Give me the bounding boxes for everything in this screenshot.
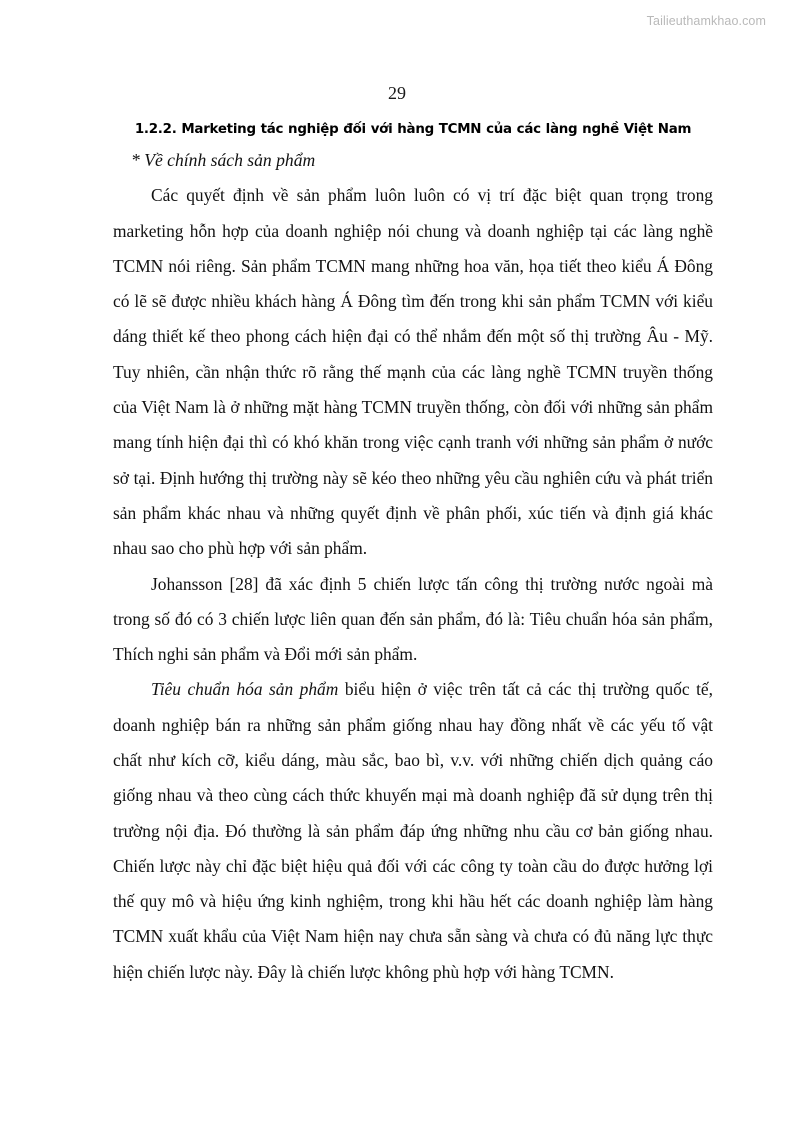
- paragraph-1: Các quyết định về sản phẩm luôn luôn có vị trí đặc biệt quan trọng trong marketing hỗn hợp của doanh nghiệp nói chung và doanh nghiệp tại các làng nghề TCMN nói riêng. Sản phẩm TCMN mang những hoa văn, họa tiết theo kiểu Á Đông có lẽ sẽ được nhiều khách hàng Á Đông tìm đến trong khi sản phẩm TCMN với kiểu dáng thiết kế theo phong cách hiện đại có thể nhắm đến một số thị trường Âu - Mỹ. Tuy nhiên, cần nhận thức rõ rằng thế mạnh của các làng nghề TCMN truyền thống của Việt Nam là ở những mặt hàng TCMN truyền thống, còn đối với những sản phẩm mang tính hiện đại thì có khó khăn trong việc cạnh tranh với những sản phẩm ở nước sở tại. Định hướng thị trường này sẽ kéo theo những yêu cầu nghiên cứu và phát triển sản phẩm khác nhau và những quyết định về phân phối, xúc tiến và định giá khác nhau sao cho phù hợp với sản phẩm.: [113, 185, 713, 559]
- page-content: [113, 122, 713, 990]
- paragraph-3-emphasis: Tiêu chuẩn hóa sản phẩm: [151, 679, 339, 700]
- paragraph-3-rest: biểu hiện ở việc trên tất cả các thị trường quốc tế, doanh nghiệp bán ra những sản phẩm giống nhau hay đồng nhất về các yếu tố vật chất như kích cỡ, kiểu dáng, màu sắc, bao bì, v.v. với những chiến dịch quảng cáo giống nhau và theo cùng cách thức khuyến mại mà doanh nghiệp đã sử dụng trên thị trường nội địa. Đó thường là sản phẩm đáp ứng những nhu cầu cơ bản giống nhau. Chiến lược này chỉ đặc biệt hiệu quả đối với các công ty toàn cầu do được hưởng lợi thế quy mô và hiệu ứng kinh nghiệm, trong khi hầu hết các doanh nghiệp làm hàng TCMN xuất khẩu của Việt Nam hiện nay chưa sẵn sàng và chưa có đủ năng lực thực hiện chiến lược này. Đây là chiến lược không phù hợp với hàng TCMN.: [113, 679, 713, 982]
- watermark-text: Tailieuthamkhao.com: [646, 14, 766, 28]
- sub-heading: * Về chính sách sản phẩm: [131, 149, 316, 170]
- page-number: 29: [388, 83, 406, 103]
- paragraph-3: [113, 672, 713, 990]
- section-heading: 1.2.2. Marketing tác nghiệp đối với hàng TCMN của các làng nghề Việt Nam: [134, 122, 692, 137]
- paragraph-2: Johansson [28] đã xác định 5 chiến lược tấn công thị trường nước ngoài mà trong số đó có 3 chiến lược liên quan đến sản phẩm, đó là: Tiêu chuẩn hóa sản phẩm, Thích nghi sản phẩm và Đổi mới sản phẩm.: [113, 573, 713, 665]
